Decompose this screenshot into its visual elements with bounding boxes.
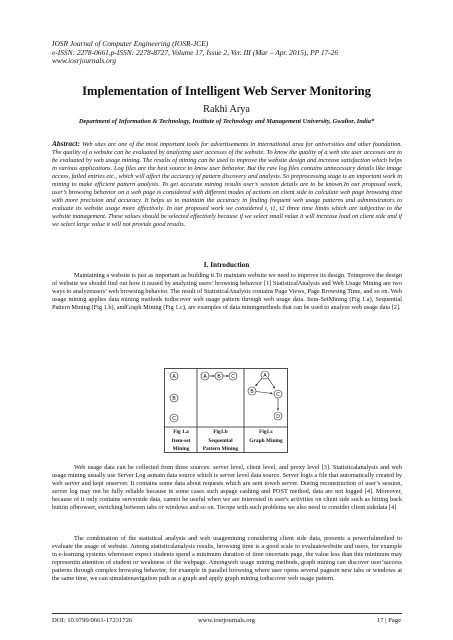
paper-author: Rakhi Arya <box>203 104 250 115</box>
figure-1 <box>164 368 288 453</box>
footer-website[interactable]: www.iosrjournals.org <box>198 617 255 624</box>
node-label: A <box>172 373 176 380</box>
panel-a-nodes <box>170 372 178 422</box>
figure-caption-b <box>197 428 244 454</box>
node-label: A <box>263 372 267 379</box>
intro-paragraph-3: The combination of the statistical analysis and web usagemining considering client side data, presents a powerfulmethod to evaluate the usage of website. Among statisticalanalysis results, browsing time is a good scale to evaluatewebsite and users, for example in e-learning systems whereuser expect students spend a minimum duration of time oncertain page, the value less than this minimum may representin attention of student or weakness of the webpage. Amongweb usage mining methods, graph mining can discover user’saccess patterns through complex browsing behavior, for example in parallel browsing where user opens several pagesin new tabs or windows at the same time, we can simulatenavigation path as a graph and apply graph mining todiscover web usage pattern. <box>52 535 402 582</box>
figure-caption-a <box>165 428 197 454</box>
abstract-text: Web sites are one of the most important tools for advertisements in international area for universities and other foundation. The quality of a website can be evaluated by analyzing user accesses of the website. To know the quality of a web site user accesses are to be evaluated by web usage mining. The results of mining can be used to improve the website design and increase satisfaction which helps in various applications. Log files are the best source to know user behavior. But the raw log files contains unnecessary details like image access, failed entries etc., which will affect the accuracy of pattern discovery and analysis. So preprocessing stage is an important work in mining to make efficient pattern analysis. To get accurate mining results user’s session details are to be known.In our proposed work, user’s browsing behavior on a web page is considered with different modes of actions on client side to calculate web page browsing time with more precision and accuracy. It helps us to maintain the accuracy in finding frequent web usage patterns and administrators to evaluate its website usage more effectively. In our proposed work we considered t, t1, t2 three time limits which are subjective to the website management. These values should be selected effectively because if we select small value it will increase load on client side and if we select large value it will not provide good results. <box>52 141 402 228</box>
node-label: C <box>231 373 235 380</box>
graph-edge <box>268 378 275 389</box>
caption-line: Mining <box>172 446 190 452</box>
figure-caption-c <box>244 428 288 445</box>
journal-website[interactable]: www.iosrjournals.org <box>52 56 117 66</box>
abstract-label: Abstract: <box>52 139 80 148</box>
panel-b-nodes <box>201 372 237 380</box>
section-heading: I. Introduction <box>203 261 250 269</box>
node-label: A <box>203 373 207 380</box>
node-label: B <box>172 395 176 402</box>
graph-edge <box>256 392 273 394</box>
caption-line: Pattern Mining <box>202 446 239 452</box>
intro-paragraph-2: Web usage data can be collected from three sources: server level, client level, and proxy level [3]. Statisticalanalysis and web usage mining usually use Server Log asmain data source which is server level data source. Server logis a file that automatically created by web server and kept onserver. It contains some data about requests which are sent toweb server. During reconstruction of user’s session, server log may not be fully reliable because in some cases such aspage cashing and POST method, data are not logged [4]. Moreover, because of it only contains serverside data, cannot be useful when we are interested in user's activities on client side such as hitting back button ofbrowser, switching between tabs or windows and so on. Tocope with such problems we also need to consider client sidedata [4] <box>52 464 402 511</box>
caption-line: Sequential <box>208 437 233 444</box>
footer-page-number: 17 | Page <box>376 617 401 624</box>
author-affiliation: Department of Information & Technology, Institute of Technology and Management University, Gwalior, India* <box>78 118 375 125</box>
panel-c-nodes <box>248 371 282 420</box>
node-label: B <box>217 373 221 380</box>
journal-header <box>52 40 338 66</box>
node-label: B <box>250 388 254 395</box>
journal-name: IOSR Journal of Computer Engineering (IOSR-JCE) <box>52 39 209 48</box>
footer-doi: DOI: 10.9790/0661-17231726 <box>52 617 133 624</box>
caption-line: Graph Mining <box>249 437 283 444</box>
caption-line: Item-set <box>171 437 191 444</box>
caption-line: Fig 1.a <box>173 429 189 435</box>
footer-rule <box>52 613 402 614</box>
paper-title: Implementation of Intelligent Web Server Monitoring <box>82 84 371 98</box>
intro-paragraph-1: Maintaining a website is just as important as building it.To maintain website we need to improve its design. Toimprove the design of website we should find out how it isused by analyzing users’ browsing behavior [1] StatisticalAnalysis and Web Usage Mining are two ways to analyzeusers’ web browsing behavior. The result of StatisticalAnalysis contains Page Views, Page Browsing Time, and so on. Web usage mining applies data mining methods todiscover web usage pattern through web usage data. Item-SetMining (Fig 1.a), Sequential Pattern Mining (Fig 1.b), andGraph Mining (Fig 1.c), are examples of data miningmethods that can be used to analyze web usage data [2]. <box>52 272 402 311</box>
node-label: C <box>172 415 176 422</box>
journal-issn: e-ISSN: 2278-0661,p-ISSN: 2278-8727, Volume 17, Issue 2, Ver. III (Mar – Apr. 2015), PP 17-26 <box>52 47 339 57</box>
abstract <box>52 140 402 228</box>
node-label: D <box>276 413 280 420</box>
caption-line: Fig1.c <box>259 429 273 435</box>
node-label: C <box>276 391 280 398</box>
caption-line: Fig1.b <box>213 429 228 435</box>
graph-edge <box>256 378 263 386</box>
